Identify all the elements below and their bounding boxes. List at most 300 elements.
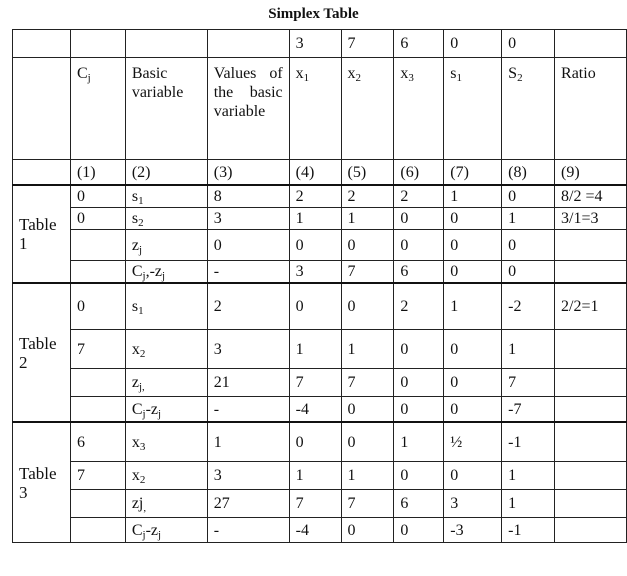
value-cell [207, 369, 289, 397]
cell-value: 0 [450, 374, 459, 391]
cell-value: -4 [295, 400, 309, 418]
value-cell [502, 330, 555, 369]
basic-variable-sub: j [142, 407, 146, 420]
basic-variable-mid: -z [145, 400, 158, 418]
value-cell [444, 397, 502, 423]
value-cell [444, 230, 502, 261]
basic-variable-base: C [131, 521, 143, 539]
cj-value: 0 [76, 188, 85, 205]
column-number-text: (1) [76, 163, 96, 181]
basic-variable-base: s [131, 188, 139, 205]
cell-value: 0 [400, 210, 409, 227]
value-cell [341, 330, 394, 369]
value-cell [444, 490, 502, 518]
coefficient-cell [289, 30, 341, 58]
table-label-text: Table 1 [19, 215, 57, 253]
cell-value: 1 [400, 433, 409, 451]
cell-value: 1 [450, 298, 459, 315]
value-cell [394, 261, 444, 284]
cell-value: 0 [400, 467, 409, 484]
value-cell [394, 462, 444, 490]
column-number-text: (4) [295, 163, 315, 181]
cj-value: 6 [76, 433, 85, 451]
coefficient-cell [70, 30, 125, 58]
cell-value: 0 [450, 210, 459, 227]
cj-cell [70, 518, 125, 543]
basic-variable-sub: 2 [139, 474, 146, 486]
value-cell [207, 261, 289, 284]
table-label [13, 283, 71, 422]
cj-cell [70, 261, 125, 284]
cj-cell [70, 230, 125, 261]
value-cell [502, 230, 555, 261]
cell-value: - [213, 521, 220, 539]
ratio-cell [555, 230, 627, 261]
cell-value: 0 [508, 236, 517, 254]
column-number [502, 160, 555, 186]
header-s2-sub: 2 [517, 72, 523, 84]
header-x1-base: x [295, 65, 304, 82]
header-ratio-text: Ratio [561, 65, 596, 82]
value-cell [502, 208, 555, 230]
value-cell [502, 490, 555, 518]
basic-variable-cell [125, 518, 207, 543]
value-cell [394, 397, 444, 423]
basic-variable-base: z [131, 374, 139, 391]
table-row [13, 490, 627, 518]
cell-value: -7 [508, 400, 522, 418]
header-values [207, 58, 289, 160]
table-label-text: Table 3 [19, 463, 57, 502]
coefficient-value: 0 [450, 35, 459, 52]
column-number-spacer [13, 160, 71, 186]
value-cell [341, 283, 394, 330]
value-cell [444, 208, 502, 230]
cell-value: 21 [213, 374, 230, 391]
value-cell [394, 422, 444, 462]
cell-value: 3 [213, 340, 222, 358]
value-cell [444, 261, 502, 284]
ratio-cell [555, 185, 627, 208]
cj-cell [70, 185, 125, 208]
ratio-cell [555, 397, 627, 423]
value-cell [394, 518, 444, 543]
basic-variable-base: x [131, 340, 140, 358]
column-number-text: (2) [131, 163, 151, 181]
value-cell [207, 462, 289, 490]
value-cell [341, 518, 394, 543]
value-cell [207, 518, 289, 543]
value-cell [502, 369, 555, 397]
cell-value: 0 [213, 236, 222, 254]
cell-value: 0 [347, 298, 356, 315]
basic-variable-sub: j [142, 528, 146, 541]
value-cell [289, 283, 341, 330]
cell-value: 0 [450, 236, 459, 254]
cell-value: 27 [213, 495, 230, 512]
value-cell [207, 230, 289, 261]
basic-variable-mid: -z [149, 263, 162, 280]
value-cell [289, 185, 341, 208]
cell-value: 0 [400, 236, 409, 254]
ratio-value: 2/2=1 [561, 298, 599, 315]
table-title: Simplex Table [268, 6, 359, 22]
cell-value: 1 [347, 340, 356, 358]
header-values-text: Values of the basic variable [213, 65, 283, 120]
cj-value: 7 [76, 340, 85, 358]
value-cell [502, 185, 555, 208]
cell-value: -1 [508, 521, 522, 539]
ratio-cell [555, 369, 627, 397]
basic-variable-cell [125, 422, 207, 462]
coefficient-value: 3 [295, 35, 304, 52]
cell-value: 2 [347, 188, 356, 205]
value-cell [289, 330, 341, 369]
cell-value: 1 [508, 210, 517, 227]
cell-value: 0 [450, 340, 459, 358]
value-cell [289, 230, 341, 261]
column-number-text: (8) [508, 163, 527, 181]
header-x3 [394, 58, 444, 160]
value-cell [444, 369, 502, 397]
cell-value: 0 [347, 521, 356, 539]
header-x1 [289, 58, 341, 160]
coefficient-value: 6 [400, 35, 409, 52]
value-cell [444, 518, 502, 543]
cell-value: 1 [213, 433, 222, 451]
column-number [207, 160, 289, 186]
cell-value: 0 [400, 400, 409, 418]
value-cell [394, 490, 444, 518]
table-row [13, 208, 627, 230]
header-basic-variable-text: Basic variable [131, 65, 184, 101]
cell-value: 1 [508, 495, 517, 512]
cell-value: 0 [450, 263, 459, 280]
basic-variable-sub: 2 [139, 347, 146, 360]
cj-cell [70, 397, 125, 423]
cell-value: 0 [347, 236, 356, 254]
cell-value: 2 [400, 188, 409, 205]
coefficient-cell [341, 30, 394, 58]
basic-variable-sub: 3 [139, 440, 146, 453]
cell-value: 1 [295, 210, 304, 227]
basic-variable-cell [125, 330, 207, 369]
header-basic-variable [125, 58, 207, 160]
column-number-text: (7) [450, 163, 469, 181]
header-cj-sub: j [87, 72, 91, 84]
value-cell [341, 208, 394, 230]
basic-variable-sub2: j [162, 270, 166, 282]
cj-cell [70, 283, 125, 330]
table-label [13, 185, 71, 283]
basic-variable-cell [125, 283, 207, 330]
cell-value: -2 [508, 298, 522, 315]
header-x3-base: x [400, 65, 409, 82]
coefficient-cell [125, 30, 207, 58]
cell-value: -3 [450, 521, 464, 539]
value-cell [341, 185, 394, 208]
basic-variable-base: C [131, 263, 143, 280]
ratio-cell [555, 422, 627, 462]
cell-value: 1 [295, 467, 304, 484]
column-number [70, 160, 125, 186]
coefficient-cell [394, 30, 444, 58]
cj-cell [70, 490, 125, 518]
coefficient-value: 7 [347, 35, 356, 52]
cell-value: 7 [508, 374, 517, 391]
cell-value: -1 [508, 433, 522, 451]
basic-variable-cell [125, 230, 207, 261]
column-number-text: (3) [213, 163, 233, 181]
cell-value: 0 [347, 400, 356, 418]
header-s2 [502, 58, 555, 160]
cell-value: 0 [450, 400, 459, 418]
cell-value: 6 [400, 263, 409, 280]
basic-variable-sub: j [142, 270, 146, 282]
header-cj [70, 58, 125, 160]
value-cell [207, 422, 289, 462]
cell-value: 0 [400, 521, 409, 539]
value-cell [444, 462, 502, 490]
ratio-cell [555, 462, 627, 490]
basic-variable-mid: -z [145, 521, 158, 539]
header-x2-base: x [347, 65, 356, 82]
cell-value: 1 [508, 340, 517, 358]
cell-value: ½ [450, 433, 463, 451]
coefficient-cell [13, 30, 71, 58]
value-cell [444, 185, 502, 208]
value-cell [394, 230, 444, 261]
value-cell [394, 369, 444, 397]
ratio-cell [555, 490, 627, 518]
table-label [13, 422, 71, 543]
basic-variable-cell [125, 490, 207, 518]
basic-variable-sub: 1 [138, 305, 144, 317]
basic-variable-sub: 2 [138, 217, 144, 229]
cell-value: 0 [508, 263, 517, 280]
table-row [13, 185, 627, 208]
column-number [394, 160, 444, 186]
table-row [13, 462, 627, 490]
coefficient-cell [207, 30, 289, 58]
value-cell [289, 422, 341, 462]
cell-value: 1 [347, 210, 356, 227]
column-number [341, 160, 394, 186]
ratio-cell [555, 518, 627, 543]
header-ratio [555, 58, 627, 160]
cell-value: 2 [295, 188, 304, 205]
basic-variable-base: s [131, 210, 139, 227]
cj-value: 7 [76, 467, 85, 484]
cj-value: 0 [76, 298, 85, 315]
basic-variable-sub2: j [158, 528, 162, 541]
header-s1-sub: 1 [456, 72, 463, 84]
cell-value: 1 [508, 467, 517, 484]
basic-variable-sub: 1 [138, 195, 144, 207]
basic-variable-base: zj [131, 495, 144, 512]
header-s2-base: S [508, 65, 518, 82]
ratio-cell [555, 283, 627, 330]
value-cell [207, 397, 289, 423]
cell-value: - [213, 263, 220, 280]
table-row [13, 518, 627, 543]
cell-value: 8 [213, 188, 222, 205]
column-number-text: (5) [347, 163, 367, 181]
column-number [289, 160, 341, 186]
value-cell [207, 185, 289, 208]
basic-variable-cell [125, 208, 207, 230]
cell-value: 0 [508, 188, 517, 205]
cell-value: 1 [295, 340, 304, 358]
table-row [13, 283, 627, 330]
header-row [13, 58, 627, 160]
basic-variable-base: x [131, 467, 140, 484]
value-cell [289, 369, 341, 397]
cell-value: 7 [347, 263, 356, 280]
column-number [125, 160, 207, 186]
cell-value: 1 [347, 467, 356, 484]
value-cell [444, 330, 502, 369]
cell-value: 0 [400, 374, 409, 391]
value-cell [341, 462, 394, 490]
column-number [444, 160, 502, 186]
column-number-text: (9) [561, 163, 580, 181]
value-cell [341, 490, 394, 518]
basic-variable-sub2: j [158, 407, 162, 420]
cell-value: 7 [295, 495, 304, 512]
basic-variable-base: C [131, 400, 143, 418]
cj-cell [70, 422, 125, 462]
basic-variable-cell [125, 369, 207, 397]
header-spacer [13, 58, 71, 160]
coefficient-row [13, 30, 627, 58]
cj-cell [70, 369, 125, 397]
value-cell [394, 208, 444, 230]
header-x2 [341, 58, 394, 160]
basic-variable-cell [125, 462, 207, 490]
value-cell [502, 261, 555, 284]
column-number-row [13, 160, 627, 186]
cell-value: - [213, 400, 220, 418]
coefficient-value: 0 [508, 35, 517, 52]
value-cell [502, 283, 555, 330]
cell-value: 0 [295, 298, 304, 315]
coefficient-cell [555, 30, 627, 58]
table-row [13, 397, 627, 423]
value-cell [444, 283, 502, 330]
value-cell [502, 422, 555, 462]
value-cell [341, 422, 394, 462]
value-cell [341, 261, 394, 284]
coefficient-cell [502, 30, 555, 58]
value-cell [394, 283, 444, 330]
cj-value: 0 [76, 210, 85, 227]
value-cell [207, 283, 289, 330]
basic-variable-cell [125, 261, 207, 284]
basic-variable-cell [125, 185, 207, 208]
value-cell [502, 462, 555, 490]
table-row [13, 330, 627, 369]
value-cell [289, 208, 341, 230]
simplex-table [12, 29, 627, 543]
table-row [13, 230, 627, 261]
cj-cell [70, 462, 125, 490]
basic-variable-cell [125, 397, 207, 423]
ratio-cell [555, 330, 627, 369]
basic-variable-base: z [131, 236, 139, 254]
cell-value: 3 [295, 263, 304, 280]
cell-value: 1 [450, 188, 459, 205]
value-cell [341, 230, 394, 261]
value-cell [207, 208, 289, 230]
basic-variable-sub: j [138, 243, 142, 256]
ratio-value: 8/2 =4 [561, 188, 603, 205]
value-cell [502, 397, 555, 423]
table-label-text: Table 2 [19, 333, 57, 372]
cell-value: 0 [295, 236, 304, 254]
cj-cell [70, 330, 125, 369]
cell-value: 7 [347, 495, 356, 512]
basic-variable-sub: j, [138, 381, 145, 393]
cell-value: 3 [213, 210, 222, 227]
header-s1 [444, 58, 502, 160]
coefficient-cell [444, 30, 502, 58]
value-cell [289, 397, 341, 423]
column-number [555, 160, 627, 186]
value-cell [444, 422, 502, 462]
value-cell [341, 397, 394, 423]
cj-cell [70, 208, 125, 230]
cell-value: 0 [400, 340, 409, 358]
value-cell [394, 330, 444, 369]
value-cell [289, 462, 341, 490]
cell-value: 3 [213, 467, 222, 484]
basic-variable-sub: , [143, 502, 147, 514]
table-row [13, 261, 627, 284]
cell-value: 2 [213, 298, 222, 315]
cell-value: 0 [295, 433, 304, 451]
cell-value: 0 [347, 433, 356, 451]
ratio-value: 3/1=3 [561, 210, 599, 227]
basic-variable-base: x [131, 433, 140, 451]
column-number-text: (6) [400, 163, 420, 181]
basic-variable-base: s [131, 298, 139, 315]
cell-value: 3 [450, 495, 459, 512]
cell-value: 6 [400, 495, 409, 512]
cell-value: 7 [295, 374, 304, 391]
value-cell [502, 518, 555, 543]
value-cell [207, 330, 289, 369]
basic-variable-sep: , [145, 263, 150, 280]
cell-value: 2 [400, 298, 409, 315]
table-row [13, 422, 627, 462]
value-cell [341, 369, 394, 397]
header-x1-sub: 1 [303, 72, 310, 84]
cell-value: 0 [450, 467, 459, 484]
table-row [13, 369, 627, 397]
header-x3-sub: 3 [408, 72, 414, 84]
header-cj-base: C [76, 65, 88, 82]
ratio-cell [555, 208, 627, 230]
header-s1-base: s [450, 65, 457, 82]
value-cell [289, 261, 341, 284]
cell-value: -4 [295, 521, 309, 539]
ratio-cell [555, 261, 627, 284]
value-cell [207, 490, 289, 518]
value-cell [394, 185, 444, 208]
header-x2-sub: 2 [355, 72, 362, 84]
cell-value: 7 [347, 374, 356, 391]
